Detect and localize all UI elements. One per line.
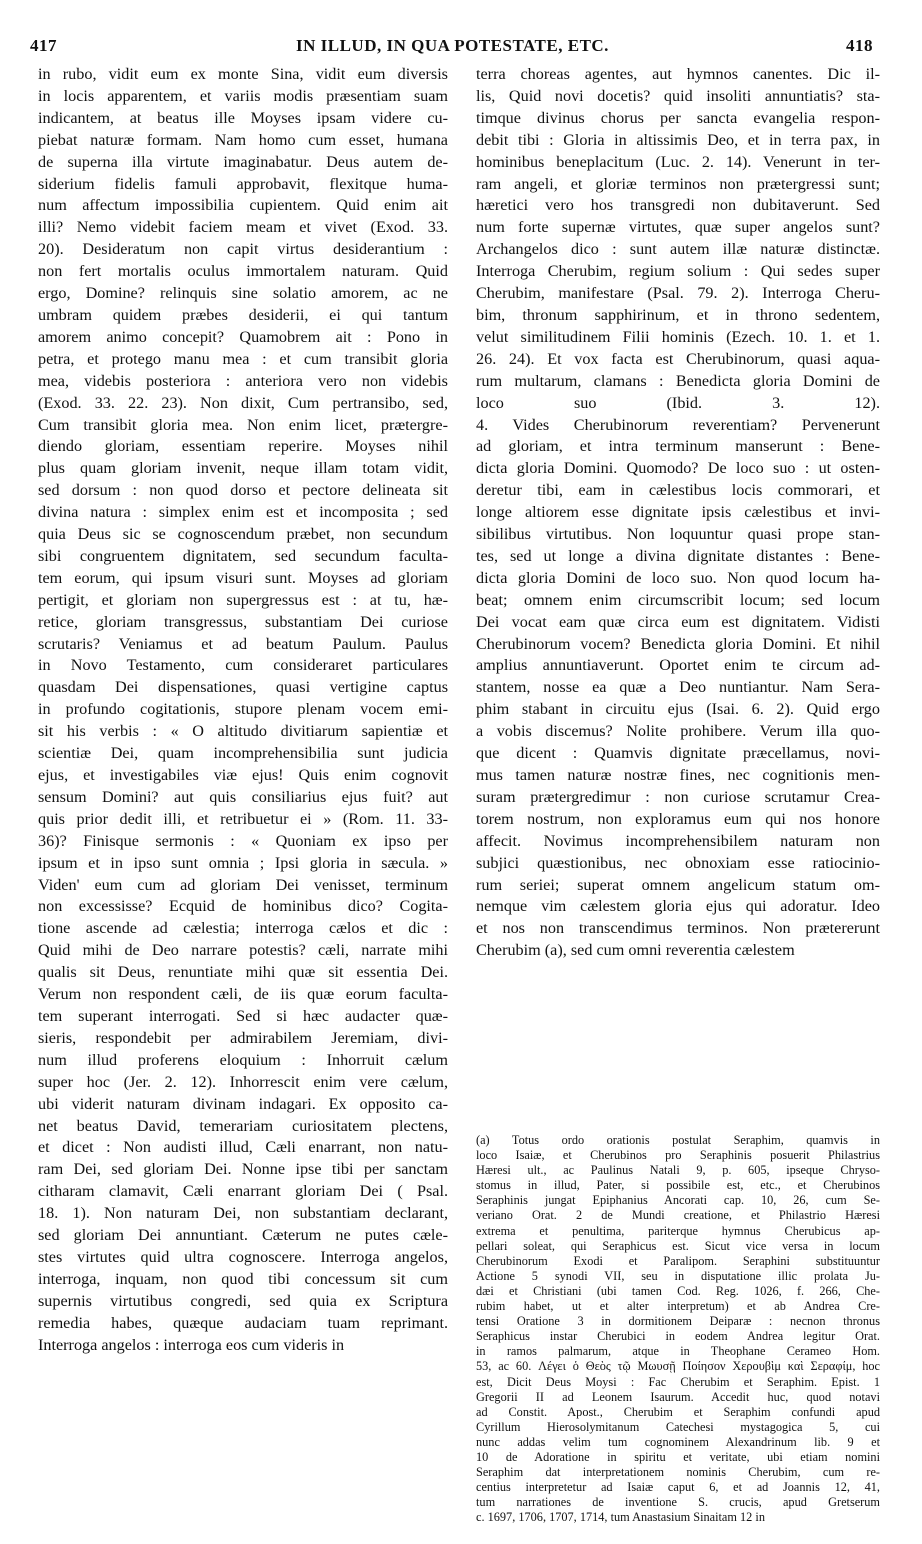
text-line: Viden' eum cum ad gloriam Dei venisset, terminum (38, 875, 448, 894)
footnote-line: Hæresi ult., ac Paulinus Natali 9, p. 605, ipseque Chryso- (476, 1163, 880, 1178)
text-line: mus tamen naturæ nostræ fines, nec cognitionis men- (476, 766, 880, 784)
text-line: 20). Desideratum non capit virtus desiderantium : (38, 240, 448, 259)
text-line: dicta gloria Domini de loco suo. Non quod locum ha- (476, 568, 880, 587)
text-line: sit his verbis : « O altitudo divitiarum sapientiæ et (38, 722, 448, 741)
text-line: ipsum et in ipso sunt omnia ; Ipsi gloria in sæcula. » (38, 853, 448, 872)
left-text-column (38, 64, 448, 1356)
footnote-line: extrema et penultima, pariterque hymnus Cherubicus ap- (476, 1223, 880, 1238)
footnote-line: (a) Totus ordo orationis postulat Seraphim, quamvis in (476, 1133, 880, 1147)
text-line: debit tibi : Gloria in altissimis Deo, et in terra pax, in (476, 130, 880, 149)
text-line: loco suo (Ibid. 3. 12). (476, 393, 880, 412)
text-line: num affectum impossibilia cupientem. Quid enim ait (38, 196, 448, 215)
text-line: scrutaris? Veniamus et ad beatum Paulum. Paulus (38, 634, 448, 653)
text-line: quasdam Dei dispensationes, quasi vertigine captus (38, 678, 448, 697)
text-line: mea, videbis posteriora : anteriora vero non videbis (38, 371, 448, 390)
footnote-line: tensi Oratione 3 in dormitionem Deiparæ : necnon thronus (476, 1314, 880, 1329)
text-line: ergo, Domine? relinquis sine solatio amorem, ac ne (38, 284, 448, 303)
text-line: piebat naturæ formam. Nam homo cum esset, humana (38, 130, 448, 149)
text-line: velut similitudinem Filii hominis (Ezech. 10. 1. et 1. (476, 327, 880, 346)
text-line: petra, et protego manu mea : et cum transibit gloria (38, 349, 448, 368)
text-line: suram prætergredimur : non curiose scrutamur Crea- (476, 787, 880, 806)
text-line: hominibus beneplacitum (Luc. 2. 14). Venerunt in ter- (476, 152, 880, 171)
text-line: quia Deus sic se cognoscendum præbet, non secundum (38, 525, 448, 544)
text-line: et dicet : Non audisti illud, Cæli enarrant, non natu- (38, 1138, 448, 1157)
footnote-line: c. 1697, 1706, 1707, 1714, tum Anastasium Sinaitam 12 in (476, 1510, 765, 1525)
footnote-line: Seraphim dat interpretationem nominis Cherubim, cum re- (476, 1465, 880, 1480)
text-line: timque divinus chorus per sancta evangelia respon- (476, 108, 880, 127)
footnote-line: est, Dicit Deus Moysi : Fac Cherubim et Seraphim. Epist. 1 (476, 1374, 880, 1389)
text-line: indicantem, at beatus ille Moyses ipsam videre cu- (38, 108, 448, 127)
text-line: Interroga angelos : interroga eos cum videris in (38, 1335, 345, 1354)
text-line: in rubo, vidit eum ex monte Sina, vidit eum diversis (38, 65, 448, 83)
footnote-line: veriano Orat. 2 de Mundi creatione, et Philastrio Hæresi (476, 1208, 880, 1223)
text-line: ram Dei, sed gloriam Dei. Nonne ipse tibi per sanctam (38, 1160, 448, 1179)
text-line: 18. 1). Non naturam Dei, non substantiam declarant, (38, 1204, 448, 1223)
text-line: supernis virtutibus congredi, sed quia ex Scriptura (38, 1291, 448, 1310)
text-line: phim stabant in circuitu ejus (Isai. 6. 2). Quid ergo (476, 700, 880, 719)
text-line: rum multarum, clamans : Benedicta gloria Domini de (476, 371, 880, 390)
text-line: super hoc (Jer. 2. 12). Inhorrescit enim vere cælum, (38, 1072, 448, 1091)
footnote-line: dæi et Christiani (ubi tamen Cod. Reg. 1026, f. 266, Che- (476, 1283, 880, 1298)
text-line: Cum transibit gloria mea. Non enim licet, prætergre- (38, 415, 448, 434)
text-line: nemque vim cælestem gloria ejus qui adoratur. Ideo (476, 897, 880, 916)
footnote-line: 10 de Adoratione in spiritu et veritate, ubi etiam nomini (476, 1449, 880, 1464)
text-line: Cherubim, manifestare (Psal. 79. 2). Interroga Cheru- (476, 284, 880, 303)
text-line: quis prior dedit illi, et retribuetur ei » (Rom. 11. 33- (38, 809, 448, 828)
text-line: torem nostrum, non exploramus eum qui nos honore (476, 809, 880, 828)
text-line: sibi congruentem dignitatem, sed secundum faculta- (38, 546, 448, 565)
text-line: sieris, respondebit per admirabilem Jeremiam, divi- (38, 1028, 448, 1047)
text-line: Cherubim (a), sed cum omni reverentia cælestem (476, 941, 795, 960)
text-line: ram angeli, et gloriæ terminos non prætergressi sunt; (476, 174, 880, 193)
text-line: umbram quidem præbes desiderii, ei qui tantum (38, 305, 448, 324)
text-line: Archangelos dico : sunt autem illæ naturæ distinctæ. (476, 240, 880, 259)
text-line: Interroga Cherubim, regium solium : Qui sedes super (476, 262, 880, 281)
text-line: amorem animo concepit? Quamobrem ait : Pono in (38, 327, 448, 346)
footnote-line: in ramos palmarum, atque in Theophane Cerameo Hom. (476, 1344, 880, 1359)
text-line: amplius annuntiaverunt. Oportet enim te circum ad- (476, 656, 880, 675)
text-line: subjici quæstionibus, nec obnoxiam esse ratiocinio- (476, 853, 880, 872)
footnote-line: loco Isaiæ, et Cherubinos pro Seraphinis posuerit Philastrius (476, 1148, 880, 1163)
text-line: bim, thronum sapphirinum, et in throno sedentem, (476, 305, 880, 324)
text-line: que dicent : Quamvis dignitate præcellamus, novi- (476, 744, 880, 763)
text-line: ad gloriam, et intra terminum manserunt : Bene- (476, 437, 880, 456)
text-line: tes, sed ut longe a divina dignitate distantes : Bene- (476, 546, 880, 565)
text-line: in profundo cogitationis, stupore plenam vocem emi- (38, 700, 448, 719)
text-line: qualis sit Deus, renuntiate mihi quæ sit essentia Dei. (38, 963, 448, 982)
text-line: dicta gloria Domini. Quomodo? De loco suo : ut osten- (476, 459, 880, 478)
text-line: a vobis discemus? Nolite prohibere. Verum illa quo- (476, 722, 880, 741)
text-line: siderium fidelis famuli approbavit, flexitque huma- (38, 174, 448, 193)
text-line: hæretici vero hos transgredi non dubitaverunt. Sed (476, 196, 880, 215)
footnote-line: pellari soleat, qui Seraphicus est. Sicut vice versa in locum (476, 1238, 880, 1253)
footnote-line: Cyrillum Hierosolymitanum Catechesi mystagogica 5, cui (476, 1419, 880, 1434)
text-line: ubi viderit naturam divinam indagari. Ex opposito ca- (38, 1094, 448, 1113)
text-line: sed gloriam Dei annuntiant. Cæterum ne putes cæle- (38, 1226, 448, 1245)
text-line: non fert mortalis oculus immortalem naturam. Quid (38, 262, 448, 281)
text-line: sensum Domini? aut quis consiliarius ejus fuit? aut (38, 787, 448, 806)
text-line: 4. Vides Cherubinorum reverentiam? Pervenerunt (476, 415, 880, 434)
text-line: stes virtutes quid ultra cognoscere. Interroga angelos, (38, 1247, 448, 1266)
footnote-line: rubim habet, ut et alter interpretum) et ab Andrea Cre- (476, 1299, 880, 1314)
footnote-line: Cherubinorum Exodi et Paralipom. Seraphini substituuntur (476, 1253, 880, 1268)
text-line: longe altiorem esse dignitate ipsis cælestibus et invi- (476, 503, 880, 522)
text-line: 36)? Finisque sermonis : « Quoniam ex ipso per (38, 831, 448, 850)
text-line: stantem, nosse ea quæ a Deo nuntiantur. Nam Sera- (476, 678, 880, 697)
text-line: lis, Quid novi docetis? quid insoliti annuntiatis? sta- (476, 86, 880, 105)
text-line: retice, gloriam transgressus, substantiam Dei curiose (38, 612, 448, 631)
text-line: scientiæ Dei, quam incomprehensibilia sunt judicia (38, 744, 448, 763)
footnote-line: Actione 5 synodi VII, seu in disputatione illic prolata Ju- (476, 1268, 880, 1283)
text-line: num forte supernæ virtutes, quæ super angelos sunt? (476, 218, 880, 237)
text-line: Verum non respondent cæli, de iis quæ eorum faculta- (38, 985, 448, 1004)
text-line: rum seriei; superat omnem angelicum statum om- (476, 875, 880, 894)
footnote-line: ad Constit. Apost., Cherubim et Seraphim confundi apud (476, 1404, 880, 1419)
footnote-line: Seraphicus instar Cherubici in eodem Andrea legitur Orat. (476, 1329, 880, 1344)
footnote-line: stomus in illud, Pater, si possibile est, etc., et Cherubinos (476, 1178, 880, 1193)
footnote-line: nunc addas velim tum cognominem Alexandrinum lib. 9 et (476, 1434, 880, 1449)
text-line: de superna illa virtute imaginabatur. Deus autem de- (38, 152, 448, 171)
text-line: (Exod. 33. 22. 23). Non dixit, Cum pertransibo, sed, (38, 393, 448, 412)
text-line: deretur tibi, eam in cælestibus locis commorari, et (476, 481, 880, 500)
text-line: 26. 24). Et vox facta est Cherubinorum, quasi aqua- (476, 349, 880, 368)
text-line: sibilibus virtutibus. Non loquuntur quasi prope stan- (476, 525, 880, 544)
text-line: diendo gloriam, essentiam reperire. Moyses nihil (38, 437, 448, 456)
footnote-line: Seraphinis jungat Epiphanius Ancorati cap. 10, 26, cum Se- (476, 1193, 880, 1208)
text-line: Cherubinorum vocem? Benedicta gloria Domini. Et nihil (476, 634, 880, 653)
text-line: sed dorsum : non quod dorso et pectore delineata sit (38, 481, 448, 500)
text-line: non excessisse? Ecquid de hominibus dico? Cogita- (38, 897, 448, 916)
text-line: Dei vocat eam quæ circa eum est dignitatem. Vidisti (476, 612, 880, 631)
page-number-left: 417 (30, 36, 57, 55)
text-line: illi? Nemo videbit faciem meam et vivet (Exod. 33. (38, 218, 448, 237)
text-line: citharam clamavit, Cæli enarrant gloriam Dei ( Psal. (38, 1182, 448, 1201)
text-line: Quid mihi de Deo narrare potestis? cæli, narrate mihi (38, 941, 448, 960)
text-line: plus quam gloriam invenit, neque illam totam vidit, (38, 459, 448, 478)
text-line: divina natura : simplex enim est et incomposita ; sed (38, 503, 448, 522)
text-line: ejus, et investigabiles viæ ejus! Quis enim cognovit (38, 766, 448, 784)
text-line: terra choreas agentes, aut hymnos canentes. Dic il- (476, 65, 880, 83)
footnote-line: Gregorii II ad Leonem Isaurum. Accedit huc, quod notavi (476, 1389, 880, 1404)
footnote-line: centius interpretetur ad Isaiæ caput 6, et ad Joannis 12, 41, (476, 1480, 880, 1495)
text-line: et nos non transcendimus terminos. Non prætererunt (476, 919, 880, 938)
text-line: interroga, inquam, non quod tibi concessum sit cum (38, 1269, 448, 1288)
text-line: pertigit, et gloriam non supergressus est : at tu, hæ- (38, 590, 448, 609)
footnote-line: tum narrationes de inventione S. crucis, apud Gretserum (476, 1495, 880, 1510)
page-number-right: 418 (846, 36, 873, 55)
footnote-line: 53, ac 60. Λέγει ὁ Θεὸς τῷ Μωυσῇ Ποίησον Χερουβὶμ καὶ Σεραφίμ, hoc (476, 1359, 880, 1374)
text-line: tione ascende ad cælestia; interroga cælos et dic : (38, 919, 448, 938)
text-line: remedia habes, quæque audaciam tuam reprimant. (38, 1313, 448, 1332)
text-line: affecit. Novimus incomprehensibilem naturam non (476, 831, 880, 850)
text-line: num illud proferens eloquium : Inhorruit cælum (38, 1050, 448, 1069)
running-title: IN ILLUD, IN QUA POTESTATE, ETC. (296, 36, 609, 55)
text-line: net beatus David, temerariam curiositatem plectens, (38, 1116, 448, 1135)
text-line: in locis apparentem, et variis modis præsentiam suam (38, 86, 448, 105)
text-line: tem eorum, qui ipsum visuri sunt. Moyses ad gloriam (38, 568, 448, 587)
right-text-column (476, 64, 880, 962)
text-line: beat; omnem enim circumscribit locum; sed locum (476, 590, 880, 609)
text-line: in Novo Testamento, cum consideraret particulares (38, 656, 448, 675)
footnote-block (476, 1133, 880, 1525)
text-line: tem superant interrogati. Sed si hæc audacter quæ- (38, 1006, 448, 1025)
